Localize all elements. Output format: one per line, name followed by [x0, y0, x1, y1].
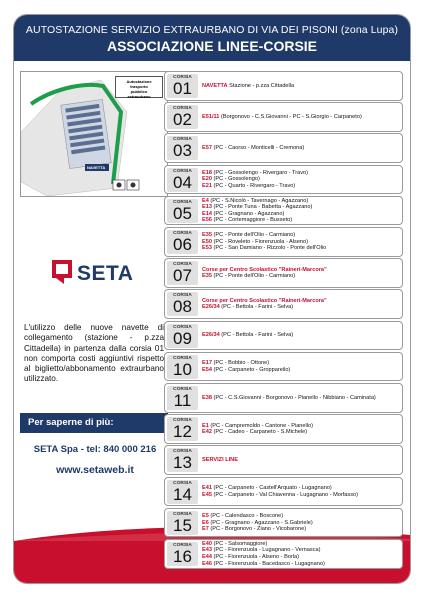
route-lines	[202, 72, 402, 100]
route-line	[202, 217, 402, 224]
route-lines	[202, 197, 402, 225]
route-lines	[202, 322, 402, 350]
route-stops: (PC - Quarto - Rivergaro - Travo)	[211, 182, 296, 189]
corsia-row	[164, 445, 403, 475]
route-lines	[202, 134, 402, 162]
route-code: E35	[202, 273, 212, 280]
route-line	[202, 457, 402, 464]
route-code: E42	[202, 429, 212, 436]
route-code: E45	[202, 491, 212, 498]
route-code: E13	[202, 204, 212, 211]
corsia-number: 10	[173, 359, 192, 379]
route-line	[202, 211, 402, 218]
corsia-label: CORSIA	[173, 231, 192, 236]
corsia-number: 02	[173, 110, 192, 130]
route-code: E17	[202, 360, 212, 367]
route-stops: (Borgonovo - C.S.Giovanni - PC - S.Giorgio - Carpaneto)	[219, 113, 362, 120]
route-stops: (PC - San Damiano - Rizzolo - Ponte dell'Olio	[211, 245, 327, 252]
route-code: Corse per Centro Scolastico "Raineri-Marcora"	[202, 266, 327, 273]
route-code: E38	[202, 394, 212, 401]
route-code: SERVIZI LINE	[202, 457, 238, 464]
legend-line: Autostazione	[126, 79, 152, 84]
route-stops: (PC - S.Nicolò - Tavernago - Agazzano)	[208, 197, 309, 204]
route-code: E51/11	[202, 113, 220, 120]
route-stops: (PC - Fiorenzuola - Lugagnano - Vernasca)	[211, 547, 321, 554]
corsia-row	[164, 383, 403, 413]
corsia-label: CORSIA	[173, 168, 192, 174]
corsia-badge	[167, 230, 198, 254]
corsia-row	[164, 321, 403, 351]
route-code: E44	[202, 554, 212, 560]
route-line	[202, 176, 402, 183]
route-stops: (PC - Ponte dell'Olio - Carmiano)	[211, 232, 296, 239]
route-lines	[202, 103, 402, 131]
corsia-label: CORSIA	[173, 262, 192, 268]
route-code: E57	[202, 145, 212, 152]
route-code: E7	[202, 526, 209, 533]
corsia-label: CORSIA	[173, 449, 192, 455]
route-stops: (PC - Ponte Tuna - Babetta - Agazzano)	[211, 204, 313, 211]
route-code: E20	[202, 176, 212, 183]
route-code: E46	[202, 560, 212, 567]
route-line	[202, 204, 402, 211]
route-code: E6	[202, 519, 209, 526]
station-map	[20, 71, 168, 197]
route-code: E18	[202, 169, 212, 176]
corsia-number: 01	[173, 79, 192, 98]
route-code: E56	[202, 217, 212, 224]
corsia-label: CORSIA	[173, 199, 192, 205]
route-line	[202, 492, 402, 499]
route-line	[202, 245, 402, 252]
route-line	[202, 183, 402, 190]
corsia-label: CORSIA	[173, 75, 192, 80]
corsia-row	[164, 289, 403, 319]
corsia-badge	[167, 261, 198, 285]
route-lines	[202, 353, 402, 381]
corsia-label: CORSIA	[173, 480, 192, 486]
corsia-number: 09	[173, 328, 192, 348]
route-line	[202, 395, 402, 402]
header-title: ASSOCIAZIONE LINEE-CORSIE	[106, 38, 318, 54]
route-line	[202, 554, 402, 561]
seta-logo-icon	[50, 258, 76, 288]
route-stops: (PC - Fiorenzuola - Bacedasco - Lugagnano)	[211, 560, 325, 567]
route-line	[202, 547, 402, 554]
corsia-badge	[167, 480, 198, 504]
corsia-number: 11	[173, 391, 192, 410]
route-stops: (PC - Ponte dell'Olio - Carmiano)	[211, 273, 296, 280]
corsia-badge	[167, 355, 198, 379]
corsia-label: CORSIA	[173, 418, 192, 424]
corsia-row	[164, 477, 403, 507]
corsia-badge	[167, 292, 198, 316]
route-code: E41	[202, 485, 212, 491]
route-line	[202, 267, 402, 274]
corsia-number: 16	[173, 547, 192, 566]
route-stops: Stazione - p.zza Cittadella	[227, 82, 295, 89]
route-code: E43	[202, 547, 212, 554]
route-code: E26/34	[202, 332, 220, 339]
shuttle-notice: L'utilizzo delle nuove navette di collegamento (stazione - p.zza Cittadella) in partenza dalla corsia 01 non comporta costi aggiuntivi rispetto al biglietto/abbonamento extraurbano utilizzato.	[24, 323, 164, 384]
station-label: NAVETTA	[87, 165, 106, 170]
contact-phone: SETA Spa - tel: 840 000 216	[33, 444, 157, 455]
route-code: E1	[202, 422, 209, 429]
corsia-number: 08	[173, 297, 192, 317]
route-lines	[202, 166, 402, 194]
route-stops: (PC - Bettola - Farini - Selva)	[219, 304, 294, 311]
route-stops: (PC - Gossolengo - Rivergaro - Travo)	[211, 169, 309, 176]
corsia-badge	[167, 511, 198, 535]
route-line	[202, 541, 402, 548]
corsia-badge	[167, 105, 198, 129]
route-stops: (PC - Gossolengo)	[211, 176, 260, 183]
route-stops: (PC - Bettola - Farini - Selva)	[219, 332, 294, 339]
corsia-label: CORSIA	[173, 543, 192, 548]
corsia-number: 14	[173, 484, 192, 504]
route-line	[202, 273, 402, 280]
corsia-badge	[167, 168, 198, 192]
route-stops: (PC - Caorso - Monticelli - Cremona)	[211, 145, 305, 152]
corsia-row	[164, 196, 403, 226]
corsia-row	[164, 539, 403, 569]
route-stops: (PC - Cadeo - Carpaneto - S.Michele)	[211, 429, 308, 436]
route-stops: (PC - Roveleto - Fiorenzuola - Alseno)	[211, 238, 309, 245]
route-line	[202, 367, 402, 374]
route-line	[202, 114, 402, 121]
route-lines	[202, 290, 402, 318]
route-line	[202, 423, 402, 430]
route-line	[202, 304, 402, 311]
route-line	[202, 485, 402, 492]
corsia-row	[164, 227, 403, 257]
route-lines	[202, 228, 402, 256]
route-line	[202, 429, 402, 436]
corsia-number: 06	[173, 235, 192, 254]
route-code: Corse per Centro Scolastico "Raineri-Marcora"	[202, 297, 327, 304]
route-line	[202, 513, 402, 520]
route-stops: (PC - Salsomaggiore)	[211, 540, 268, 547]
corsia-label: CORSIA	[173, 387, 192, 392]
route-lines	[202, 446, 402, 474]
route-stops: (PC - C.S.Giovanni - Borgonovo - Pianello - Nibbiano - Caminata)	[211, 394, 376, 401]
corsia-badge	[167, 199, 198, 223]
route-code: E14	[202, 210, 212, 217]
route-lines	[202, 540, 402, 568]
corsia-label: CORSIA	[173, 355, 192, 361]
header	[14, 15, 410, 61]
corsia-number: 04	[173, 172, 192, 192]
route-line	[202, 298, 402, 305]
corsia-row	[164, 508, 403, 538]
route-stops: (PC - Carpaneto - Groppareilo)	[211, 366, 291, 373]
poster-frame	[13, 14, 411, 584]
route-stops: (PC - Campremoldo - Cantone - Pianello)	[208, 422, 313, 429]
route-lines	[202, 415, 402, 443]
corsia-row	[164, 71, 403, 101]
corsia-number: 07	[173, 266, 192, 286]
corsia-number: 12	[173, 422, 192, 442]
route-stops: (PC - Borgonovo - Ziano - Vicobarone)	[208, 526, 307, 533]
corsia-row	[164, 258, 403, 288]
corsia-badge	[167, 448, 198, 472]
corsia-badge	[167, 386, 198, 410]
route-code: E40	[202, 540, 212, 547]
route-stops: (PC - Gragnano - Agazzano - S.Gabriele)	[208, 519, 313, 526]
route-stops: (PC - Calendasco - Boscone)	[208, 512, 284, 519]
route-code: E35	[202, 232, 212, 239]
route-lines	[202, 478, 402, 506]
corsia-number: 13	[173, 453, 192, 473]
route-lines	[202, 259, 402, 287]
corsia-label: CORSIA	[173, 293, 192, 299]
legend-line: extraurbano	[127, 94, 151, 99]
route-code: E5	[202, 512, 209, 519]
route-stops: (PC - Bobbio - Ottone)	[211, 360, 270, 367]
header-subtitle: AUTOSTAZIONE SERVIZIO EXTRAURBANO DI VIA DEI PISONI (zona Lupa)	[25, 24, 399, 36]
corsia-badge	[167, 417, 198, 441]
route-line	[202, 198, 402, 205]
corsia-label: CORSIA	[173, 324, 192, 330]
route-stops: (PC - Fiorenzuola - Alseno - Borla)	[211, 554, 299, 560]
map-legend	[115, 76, 163, 98]
corsia-label: CORSIA	[173, 511, 192, 517]
corsia-badge	[167, 136, 198, 160]
route-stops: (PC - Carpaneto - Castell'Arquato - Lugagnano)	[211, 485, 332, 491]
legend-line: pubblico	[130, 89, 148, 94]
route-stops: (PC - Gragnano - Agazzano)	[211, 210, 285, 217]
route-code: E21	[202, 182, 212, 189]
corsia-label: CORSIA	[173, 106, 192, 112]
route-line	[202, 232, 402, 239]
route-lines	[202, 384, 402, 412]
route-line	[202, 239, 402, 246]
corsia-badge	[167, 324, 198, 348]
website-link[interactable]: www.setaweb.it	[56, 464, 134, 476]
seta-logo	[50, 254, 150, 294]
info-heading: Per saperne di più:	[20, 413, 168, 433]
corsia-row	[164, 133, 403, 163]
corsia-label: CORSIA	[173, 137, 192, 143]
route-line	[202, 561, 402, 568]
route-code: E26/34	[202, 304, 220, 311]
route-lines	[202, 509, 402, 537]
route-line	[202, 520, 402, 527]
legend-line: trasporto	[130, 84, 148, 89]
route-code: E50	[202, 238, 212, 245]
route-stops: (PC - Cortemaggiore - Busseto)	[211, 217, 293, 224]
corsia-row	[164, 102, 403, 132]
route-stops: (PC - Carpaneto - Val Chiavenna - Lugagnano - Morfasso)	[211, 491, 358, 498]
route-line	[202, 360, 402, 367]
corsia-number: 05	[173, 203, 192, 223]
route-line	[202, 332, 402, 339]
route-code: E54	[202, 366, 212, 373]
route-code: E53	[202, 245, 212, 252]
route-line	[202, 83, 402, 90]
seta-logo-text: SETA	[77, 262, 134, 285]
route-line	[202, 170, 402, 177]
corsia-number: 15	[173, 515, 192, 535]
corsia-badge	[167, 542, 198, 566]
route-line	[202, 526, 402, 533]
corsia-number: 03	[173, 141, 192, 161]
route-line	[202, 145, 402, 152]
route-code: NAVETTA	[202, 82, 228, 89]
corsia-row	[164, 352, 403, 382]
corsia-row	[164, 165, 403, 195]
route-code: E4	[202, 197, 209, 204]
corsia-row	[164, 414, 403, 444]
corsia-badge	[167, 74, 198, 98]
